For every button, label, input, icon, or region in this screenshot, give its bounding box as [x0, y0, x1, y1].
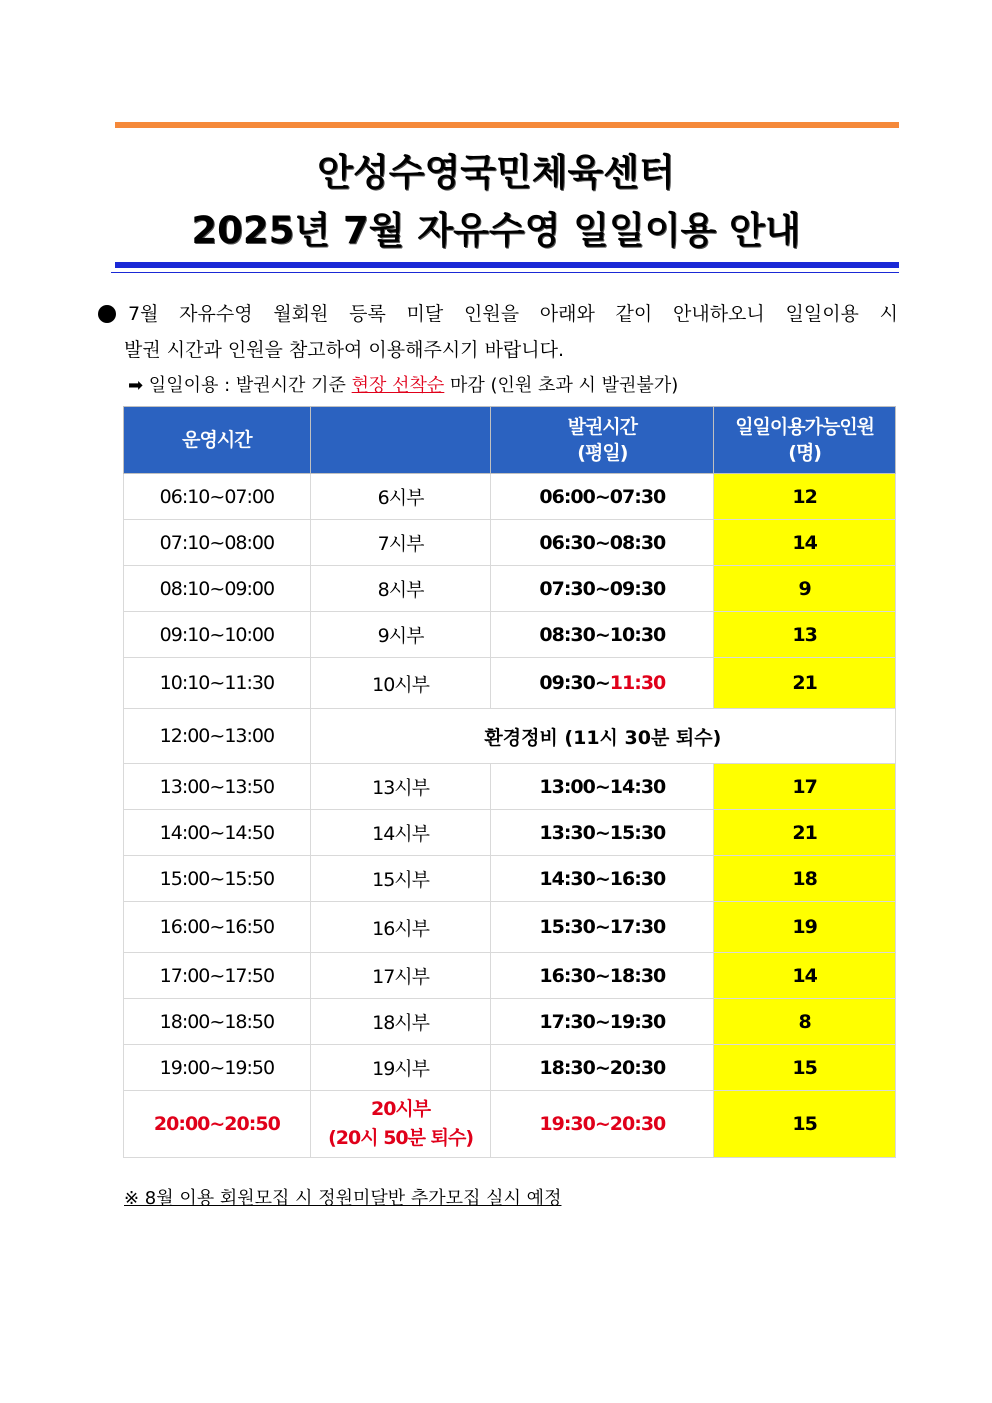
session-name: 18시부 [310, 999, 491, 1045]
table-row [124, 658, 896, 709]
capacity: 9 [714, 566, 896, 612]
title-underline-thick [115, 262, 899, 268]
session-name: 15시부 [310, 856, 491, 902]
table-row-maintenance [124, 709, 896, 764]
table-row [124, 856, 896, 902]
capacity: 14 [714, 953, 896, 999]
intro-line1: 7월 자유수영 월회원 등록 미달 인원을 아래와 같이 안내하오니 일일이용 시 [128, 303, 898, 325]
header-ticket-time-label: 발권시간 [567, 416, 638, 438]
session-name: 9시부 [310, 612, 491, 658]
operating-time: 12:00~13:00 [124, 709, 311, 764]
ticket-time-start: 09:30~ [539, 672, 610, 694]
ticket-time: 07:30~09:30 [491, 566, 714, 612]
footnote: ※ 8월 이용 회원모집 시 정원미달반 추가모집 실시 예정 [124, 1188, 562, 1209]
header-ticket-time-sub: (평일) [577, 442, 628, 464]
table-row [124, 902, 896, 953]
table-row [124, 566, 896, 612]
operating-time: 07:10~08:00 [124, 520, 311, 566]
ticket-time: 16:30~18:30 [491, 953, 714, 999]
operating-time: 06:10~07:00 [124, 474, 311, 520]
capacity: 21 [714, 810, 896, 856]
capacity: 17 [714, 764, 896, 810]
session-name [310, 1091, 491, 1158]
bullet-icon [98, 305, 116, 323]
ticket-time [491, 658, 714, 709]
operating-time: 20:00~20:50 [124, 1091, 311, 1158]
ticket-time: 15:30~17:30 [491, 902, 714, 953]
operating-time: 16:00~16:50 [124, 902, 311, 953]
operating-time: 17:00~17:50 [124, 953, 311, 999]
operating-time: 10:10~11:30 [124, 658, 311, 709]
ticket-time: 17:30~19:30 [491, 999, 714, 1045]
title-underline-thin [111, 272, 899, 273]
capacity: 18 [714, 856, 896, 902]
header-operating-time: 운영시간 [124, 407, 311, 474]
table-row [124, 474, 896, 520]
capacity: 14 [714, 520, 896, 566]
intro-line2: 발권 시간과 인원을 참고하여 이용해주시기 바랍니다. [124, 339, 565, 361]
ticket-time-end: 11:30 [609, 672, 666, 694]
operating-time: 18:00~18:50 [124, 999, 311, 1045]
arrow-note-prefix: ➡ 일일이용 : 발권시간 기준 [128, 375, 352, 396]
operating-time: 15:00~15:50 [124, 856, 311, 902]
header-session [310, 407, 491, 474]
ticket-time: 13:30~15:30 [491, 810, 714, 856]
operating-time: 19:00~19:50 [124, 1045, 311, 1091]
maintenance-notice: 환경정비 (11시 30분 퇴수) [310, 709, 895, 764]
capacity: 13 [714, 612, 896, 658]
table-row [124, 1091, 896, 1158]
header-capacity-label: 일일이용가능인원 [735, 416, 875, 438]
operating-time: 13:00~13:50 [124, 764, 311, 810]
session-name: 13시부 [310, 764, 491, 810]
table-header-row [124, 407, 896, 474]
page-title-line1: 안성수영국민체육센터 [317, 151, 675, 194]
ticket-time: 06:00~07:30 [491, 474, 714, 520]
session-name: 6시부 [310, 474, 491, 520]
table-row [124, 1045, 896, 1091]
page-title-line2: 2025년 7월 자유수영 일일이용 안내 [191, 209, 801, 252]
header-ticket-time [491, 407, 714, 474]
operating-time: 14:00~14:50 [124, 810, 311, 856]
top-orange-rule [115, 122, 899, 128]
capacity: 15 [714, 1045, 896, 1091]
arrow-note-suffix: 마감 (인원 초과 시 발권불가) [444, 375, 679, 396]
schedule-table [123, 406, 896, 1158]
session-exit-note: (20시 50분 퇴수) [328, 1127, 474, 1149]
session-name: 10시부 [310, 658, 491, 709]
ticket-time: 14:30~16:30 [491, 856, 714, 902]
table-row [124, 999, 896, 1045]
operating-time: 09:10~10:00 [124, 612, 311, 658]
capacity: 8 [714, 999, 896, 1045]
session-name-label: 20시부 [370, 1098, 431, 1120]
header-capacity [714, 407, 896, 474]
session-name: 16시부 [310, 902, 491, 953]
session-name: 14시부 [310, 810, 491, 856]
ticket-time: 18:30~20:30 [491, 1045, 714, 1091]
capacity: 12 [714, 474, 896, 520]
capacity: 15 [714, 1091, 896, 1158]
table-row [124, 612, 896, 658]
ticket-time: 19:30~20:30 [491, 1091, 714, 1158]
table-row [124, 764, 896, 810]
table-row [124, 953, 896, 999]
intro-line3 [128, 368, 678, 404]
session-name: 19시부 [310, 1045, 491, 1091]
ticket-time: 13:00~14:30 [491, 764, 714, 810]
capacity: 19 [714, 902, 896, 953]
operating-time: 08:10~09:00 [124, 566, 311, 612]
ticket-time: 06:30~08:30 [491, 520, 714, 566]
ticket-time: 08:30~10:30 [491, 612, 714, 658]
header-capacity-unit: (명) [788, 442, 821, 464]
table-row [124, 810, 896, 856]
session-name: 8시부 [310, 566, 491, 612]
capacity: 21 [714, 658, 896, 709]
first-come-highlight: 현장 선착순 [351, 375, 445, 396]
session-name: 7시부 [310, 520, 491, 566]
session-name: 17시부 [310, 953, 491, 999]
table-row [124, 520, 896, 566]
